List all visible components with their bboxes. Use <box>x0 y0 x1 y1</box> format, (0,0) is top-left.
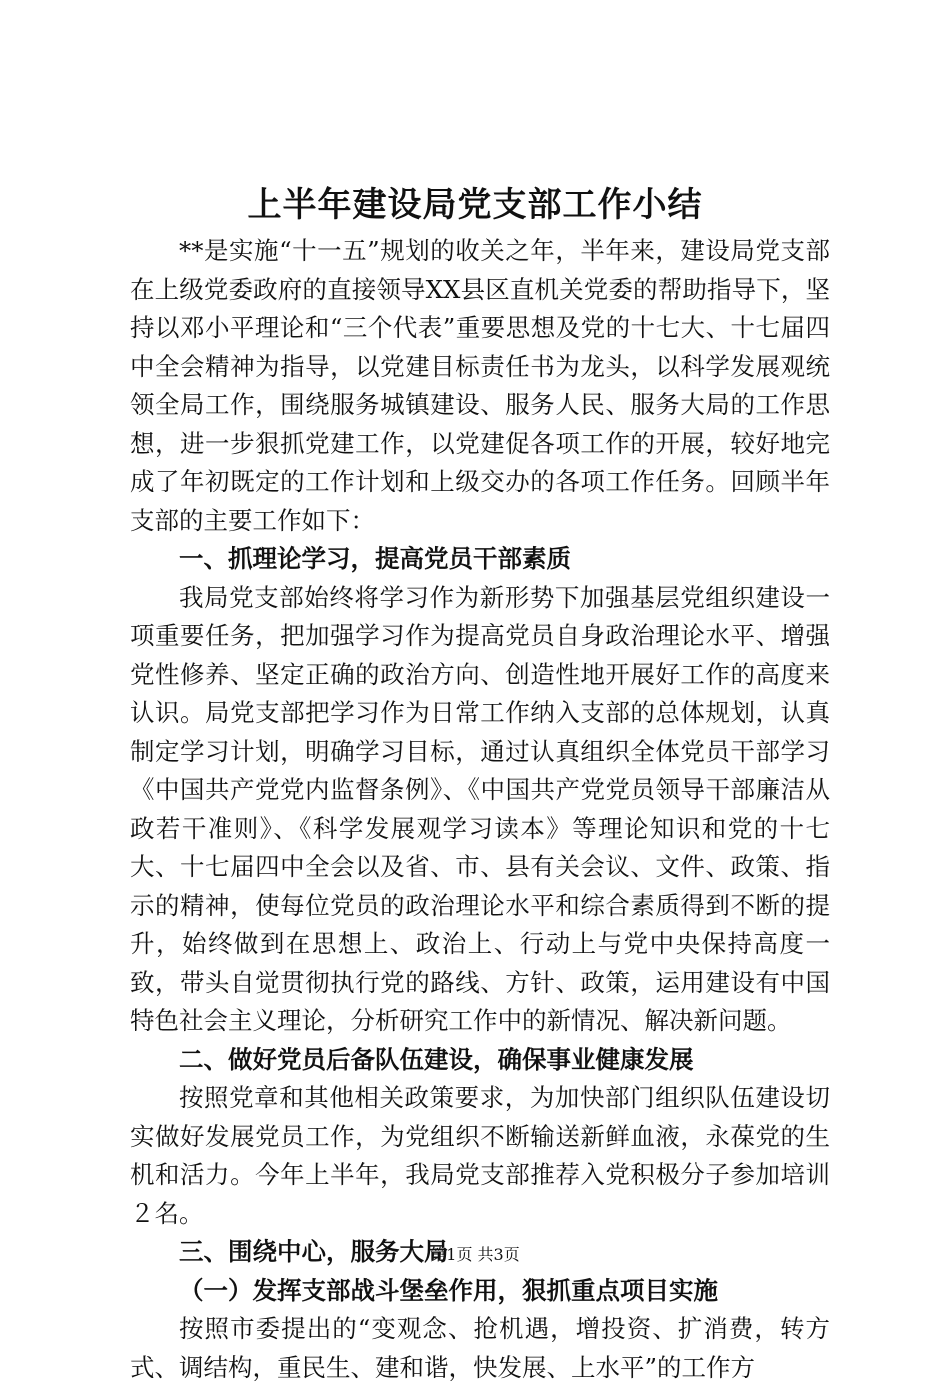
section-heading-3: 三、围绕中心，服务大局 <box>179 1237 449 1266</box>
section-heading-2: 二、做好党员后备队伍建设，确保事业健康发展 <box>179 1044 694 1074</box>
subsection-heading-3-1: （一）发挥支部战斗堡垒作用，狠抓重点项目实施 <box>179 1275 718 1305</box>
subsection-3-1-paragraph: 按照市委提出的“变观念、抢机遇，增投资、扩消费，转方式、调结构，重民生、建和谐，快发展、上水平”的工作方 <box>130 1314 830 1382</box>
document-body <box>130 232 830 1387</box>
section-1-paragraph: 我局党支部始终将学习作为新形势下加强基层党组织建设一项重要任务，把加强学习作为提高党员自身政治理论水平、增强党性修养、坚定正确的政治方向、创造性地开展好工作的高度来认识。局党支部把学习作为日常工作纳入支部的总体规划，认真制定学习计划，明确学习目标，通过认真组织全体党员干部学习《中国共产党党内监督条例》、《中国共产党党员领导干部廉洁从政若干准则》、《科学发展观学习读本》等理论知识和党的十七大、十七届四中全会以及省、市、县有关会议、文件、政策、指示的精神，使每位党员的政治理论水平和综合素质得到不断的提升，始终做到在思想上、政治上、行动上与党中央保持高度一致，带头自觉贯彻执行党的路线、方针、政策，运用建设有中国特色社会主义理论，分析研究工作中的新情况、解决新问题。 <box>130 582 830 1035</box>
section-heading-1: 一、抓理论学习，提高党员干部素质 <box>179 544 571 573</box>
document-title: 上半年建设局党支部工作小结 <box>247 185 703 225</box>
intro-paragraph: **是实施“十一五”规划的收关之年，半年来，建设局党支部在上级党委政府的直接领导XX县区直机关党委的帮助指导下，坚持以邓小平理论和“三个代表”重要思想及党的十七大、十七届四中全会精神为指导，以党建目标责任书为龙头，以科学发展观统领全局工作，围绕服务城镇建设、服务人民、服务大局的工作思想，进一步狠抓党建工作，以党建促各项工作的开展，较好地完成了年初既定的工作计划和上级交办的各项工作任务。回顾半年支部的主要工作如下： <box>130 236 830 535</box>
page-footer: 第1页 共3页 <box>430 1245 520 1264</box>
section-2-paragraph: 按照党章和其他相关政策要求，为加快部门组织队伍建设切实做好发展党员工作，为党组织不断输送新鲜血液，永葆党的生机和活力。今年上半年，我局党支部推荐入党积极分子参加培训２名。 <box>130 1083 830 1228</box>
